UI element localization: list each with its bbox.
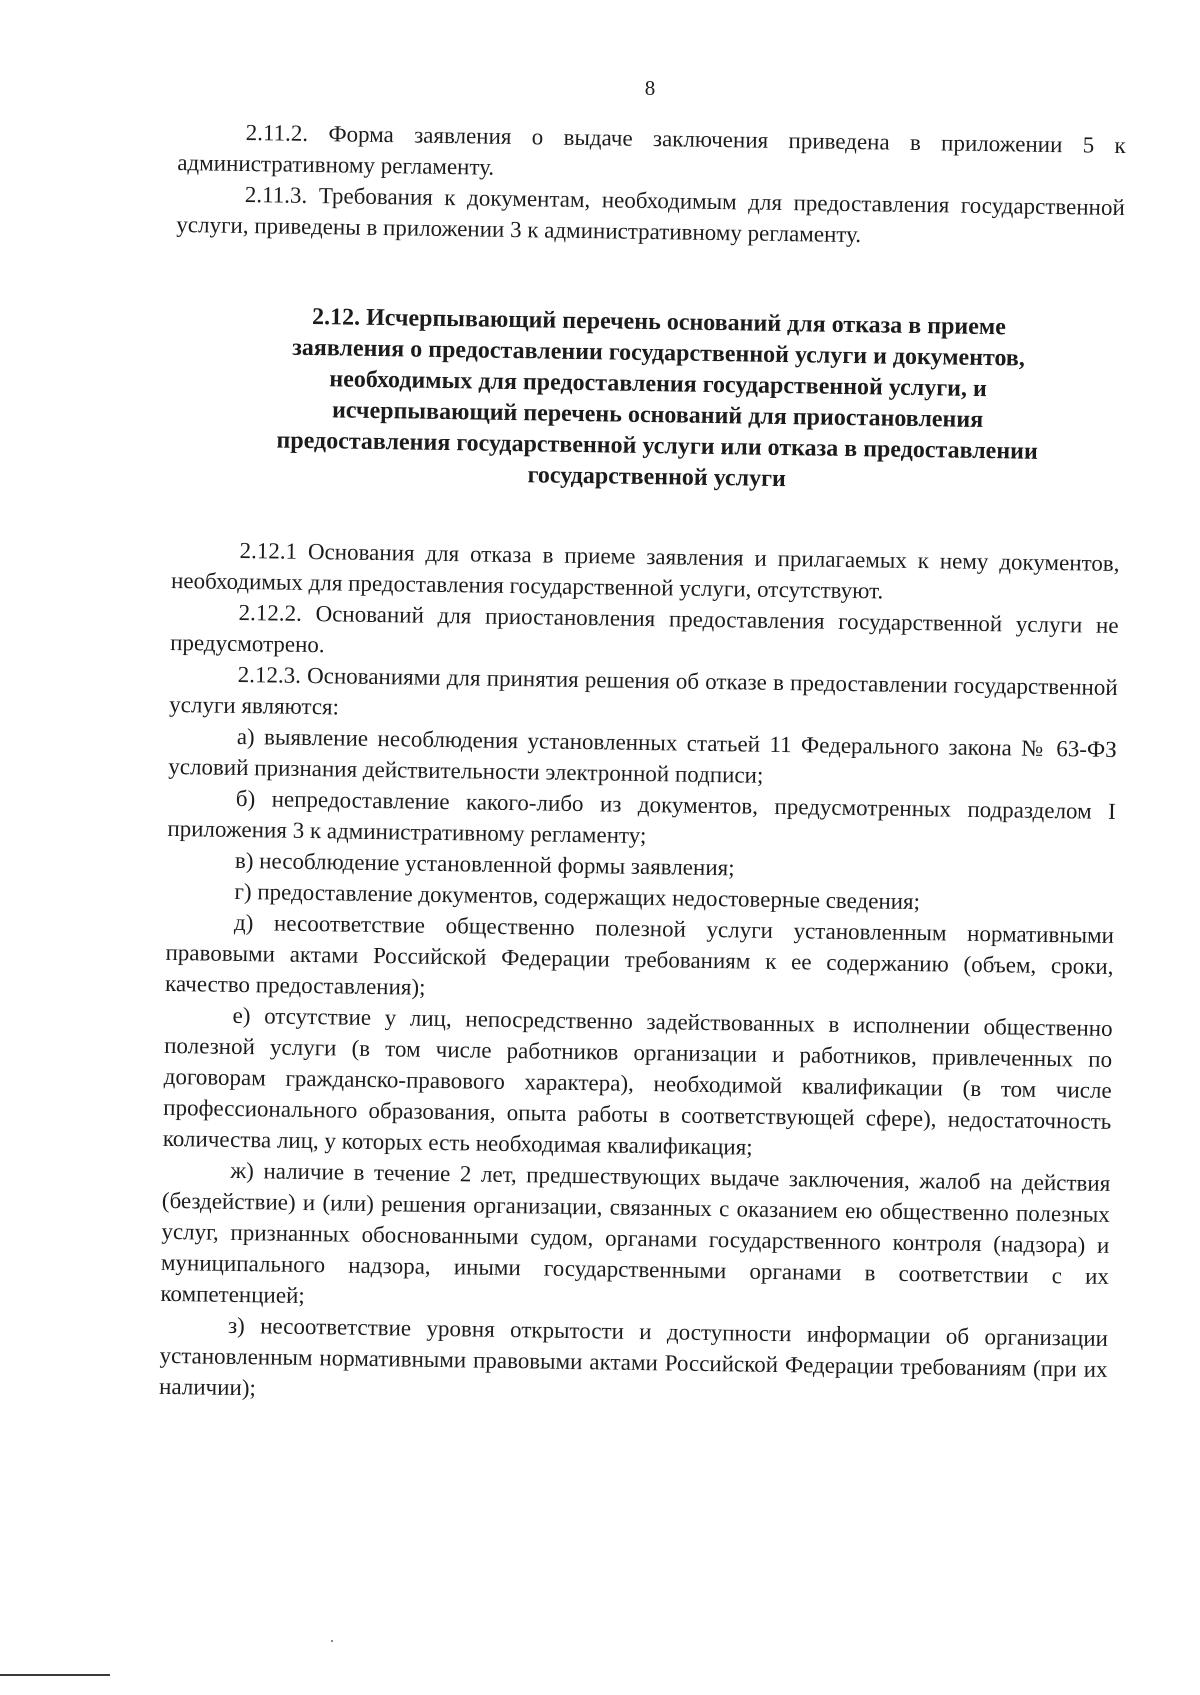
paragraph-2-12-2: 2.12.2. Оснований для приостановления предоставления государственной услуги не предусмотрено. <box>170 599 1119 658</box>
paragraph-2-12-3: 2.12.3. Основаниями для принятия решения об отказе в предоставлении государственной услуги являются: <box>169 661 1118 720</box>
list-item-z: з) несоответствие уровня открытости и доступности информации об организации установленным нормативными правовыми актами Российской Федерации требованиям (при их наличии); <box>158 1312 1109 1401</box>
list-item-d: д) несоответствие общественно полезной услуги установленным нормативными правовыми актами Российской Федерации требованиям к ее содержанию (объем, сроки, качество предоставления); <box>164 909 1115 1000</box>
list-item-b: б) непредоставление какого-либо из документов, предусмотренных подразделом I приложения 3 к административному регламенту; <box>167 785 1116 849</box>
list-item-zh: ж) наличие в течение 2 лет, предшествующих выдаче заключения, жалоб на действия (бездействие) и (или) решения организации, связанных с оказанием ею общественно полезных услуг, признанных обоснованными судом, органами государственного контроля (надзора) и муниципального надзора, иными государственными органами в соответствии с их компетенцией; <box>160 1157 1111 1309</box>
list-item-a: а) выявление несоблюдения установленных статьей 11 Федерального закона № 63-ФЗ условий признания действительности электронной подписи; <box>168 723 1117 788</box>
section-heading-2-12 <box>173 300 1124 500</box>
list-item-e: е) отсутствие у лиц, непосредственно задействованных в исполнении общественно полезной услуги (в том числе работников организации и работников, привлеченных по договорам гражданско-правового характера), необходимой квалификации (в том числе профессионального образования, опыта работы в соответствующей сфере), недостаточность количества лиц, у которых есть необходимая квалификация; <box>162 1002 1113 1160</box>
heading-line: предоставления государственной услуги или отказа в предоставлении <box>276 427 1038 465</box>
paragraph-2-11-2: 2.11.2. Форма заявления о выдаче заключения приведена в приложении 5 к административному регламенту. <box>177 120 1126 180</box>
page-number: 8 <box>644 76 656 100</box>
document-body <box>159 116 1126 1416</box>
list-item-v: в) несоблюдение установленной формы заявления; <box>234 847 735 881</box>
heading-line: необходимых для предоставления государственной услуги, и <box>329 366 987 403</box>
paragraph-2-12-1: 2.12.1 Основания для отказа в приеме заявления и прилагаемых к нему документов, необходимых для предоставления государственной услуги, отсутствуют. <box>170 537 1120 604</box>
heading-line: 2.12. Исчерпывающий перечень оснований для отказа в приеме <box>311 304 1007 341</box>
list-item-g: г) предоставление документов, содержащих недостоверные сведения; <box>234 878 921 915</box>
paragraph-2-11-3: 2.11.3. Требования к документам, необходимым для предоставления государственной услуги, приведены в приложении 3 к административному регламенту. <box>176 182 1125 248</box>
heading-line: исчерпывающий перечень оснований для приостановления <box>331 397 984 433</box>
heading-line: заявления о предоставлении государственной услуги и документов, <box>292 334 1026 372</box>
heading-line: государственной услуги <box>527 462 786 493</box>
scan-artifact-dot <box>331 1640 333 1642</box>
scan-artifact-line <box>0 1674 110 1676</box>
